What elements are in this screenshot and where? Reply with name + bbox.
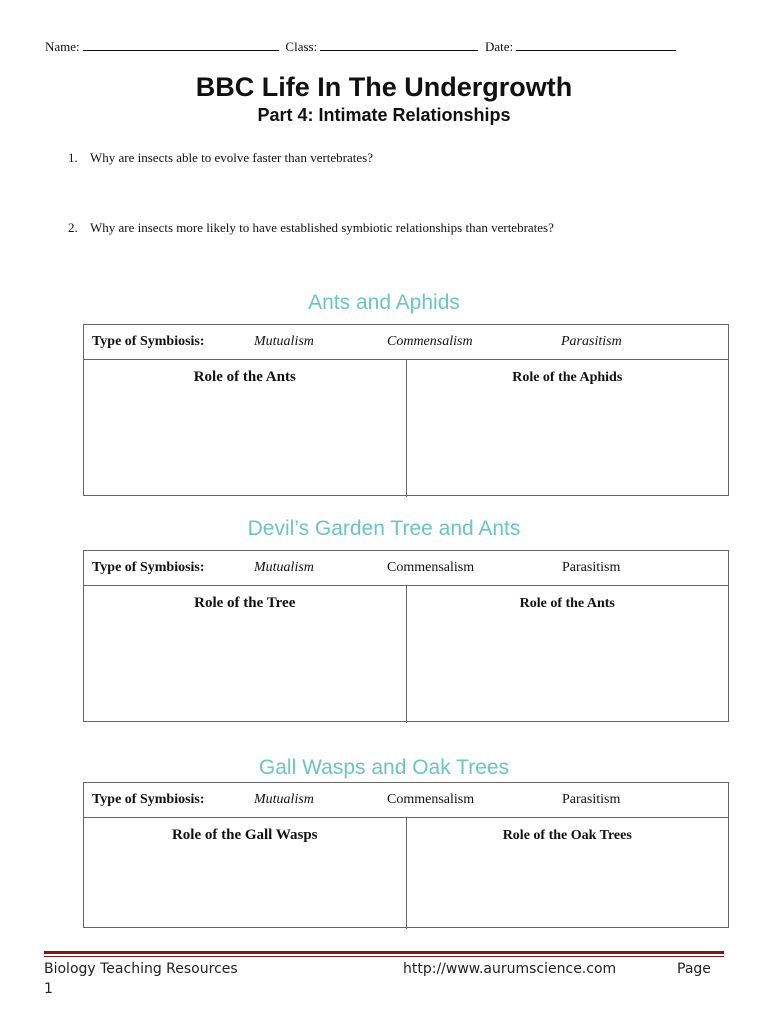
question-text: Why are insects able to evolve faster than vertebrates?	[90, 150, 373, 165]
footer-rule-thin	[44, 956, 724, 957]
question-1	[68, 150, 373, 166]
date-label: Date:	[484, 39, 514, 54]
option-parasitism: Parasitism	[561, 334, 622, 349]
option-commensalism: Commensalism	[387, 792, 475, 807]
footer-page-label: Page	[677, 961, 711, 977]
symbiosis-table-gall-wasps	[83, 782, 729, 928]
option-parasitism: Parasitism	[562, 792, 621, 807]
symbiosis-table-devils-garden	[83, 550, 729, 722]
page-title: BBC Life In The Undergrowth	[195, 72, 573, 102]
roles-row	[84, 818, 728, 929]
section-title-gall-wasps: Gall Wasps and Oak Trees	[258, 756, 510, 779]
name-blank	[83, 38, 279, 51]
question-number: 2.	[68, 220, 78, 235]
question-2	[68, 220, 554, 236]
footer-url[interactable]: http://www.aurumscience.com	[403, 961, 617, 977]
section-title-ants-aphids: Ants and Aphids	[308, 291, 460, 314]
role-left-cell: Role of the Tree	[84, 586, 407, 723]
roles-row	[84, 360, 728, 497]
symbiosis-label: Type of Symbiosis:	[92, 334, 205, 349]
symbiosis-type-row	[84, 551, 728, 586]
option-parasitism: Parasitism	[562, 560, 621, 575]
footer-publisher: Biology Teaching Resources	[44, 961, 238, 977]
student-info-line	[45, 38, 676, 55]
symbiosis-label: Type of Symbiosis:	[92, 560, 205, 575]
question-text: Why are insects more likely to have established symbiotic relationships than vertebrates?	[90, 220, 554, 235]
class-label: Class:	[285, 39, 318, 54]
symbiosis-label: Type of Symbiosis:	[92, 792, 205, 807]
footer-page-number: 1	[44, 981, 53, 997]
symbiosis-table-ants-aphids	[83, 324, 729, 496]
role-left-cell: Role of the Gall Wasps	[84, 818, 407, 929]
section-title-devils-garden: Devil’s Garden Tree and Ants	[247, 517, 521, 540]
option-commensalism: Commensalism	[387, 334, 473, 349]
page-subtitle: Part 4: Intimate Relationships	[257, 105, 511, 125]
class-blank	[320, 38, 478, 51]
role-right-cell: Role of the Oak Trees	[502, 828, 632, 843]
role-right-cell: Role of the Ants	[519, 596, 615, 611]
name-label: Name:	[45, 39, 80, 54]
symbiosis-type-row	[84, 325, 728, 360]
option-mutualism: Mutualism	[254, 792, 314, 807]
roles-row	[84, 586, 728, 723]
symbiosis-type-row	[84, 783, 728, 818]
option-mutualism: Mutualism	[254, 334, 314, 349]
date-blank	[516, 38, 676, 51]
role-right-cell: Role of the Aphids	[512, 370, 623, 385]
role-left-cell: Role of the Ants	[84, 360, 407, 497]
option-mutualism: Mutualism	[254, 560, 314, 575]
footer-rule	[44, 951, 724, 954]
option-commensalism: Commensalism	[387, 560, 475, 575]
question-number: 1.	[68, 150, 78, 165]
